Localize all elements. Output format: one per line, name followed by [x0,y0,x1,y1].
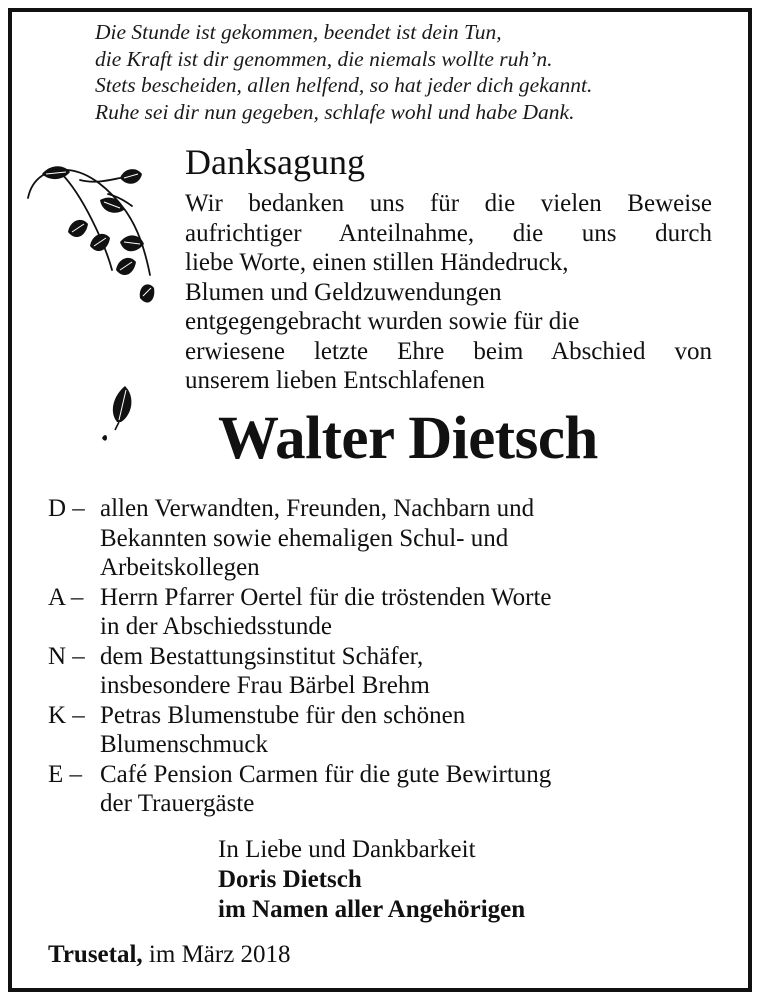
intro-line: unserem lieben Entschlafenen [185,367,485,394]
thanks-list [48,494,728,819]
intro-line: Blumen und Geldzuwendungen [185,278,502,306]
falling-leaf-icon [95,378,145,448]
thanks-letter: K – [48,701,85,729]
thanks-line: Herrn Pfarrer Oertel für die tröstenden Worte [100,583,552,611]
intro-line: erwiesene letzte Ehre beim Abschied von [185,337,712,365]
thanks-line: allen Verwandten, Freunden, Nachbarn und [100,495,535,522]
poem-line: Stets bescheiden, allen helfend, so hat jeder dich gekannt. [95,73,593,97]
thanks-item [48,494,728,583]
thanks-letter: D – [48,495,85,522]
date: im März 2018 [148,941,291,968]
intro-line: aufrichtiger Anteilnahme, die uns durch [185,219,712,247]
title: Danksagung [185,142,365,182]
thanks-line: dem Bestattungsinstitut Schäfer, [100,642,424,670]
thanks-line: in der Abschiedsstunde [100,613,332,640]
thanks-line: Petras Blumenstube für den schönen [100,701,466,729]
thanks-letter: N – [48,642,85,670]
thanks-line: Café Pension Carmen für die gute Bewirtung [100,760,552,788]
thanks-item [48,701,728,760]
thanks-line: Bekannten sowie ehemaligen Schul- und [100,524,509,552]
intro-paragraph [185,189,712,396]
place-name: Trusetal, [48,941,143,968]
signer-name: Doris Dietsch [218,866,362,893]
thanks-item [48,583,728,642]
place-date [48,940,291,970]
deceased-name: Walter Dietsch [218,405,598,472]
closing-block [218,835,525,925]
thanks-line: der Trauergäste [100,790,255,817]
poem-line: Ruhe sei dir nun gegeben, schlafe wohl und habe Dank. [95,99,575,124]
poem-line: Die Stunde ist gekommen, beendet ist dein Tun, [95,20,502,44]
thanks-line: Arbeitskollegen [100,554,260,581]
intro-line: entgegengebracht wurden sowie für die [185,308,580,335]
thanks-line: insbesondere Frau Bärbel Brehm [100,672,430,699]
intro-line: liebe Worte, einen stillen Händedruck, [185,249,569,276]
thanks-line: Blumenschmuck [100,731,269,758]
closing-line: In Liebe und Dankbarkeit [218,836,476,863]
thanks-letter: A – [48,583,84,611]
poem-line: die Kraft ist dir genommen, die niemals wollte ruh’n. [95,46,553,71]
intro-line: Wir bedanken uns für die vielen Beweise [185,190,712,217]
signer-note: im Namen aller Angehörigen [218,896,526,923]
thanks-item [48,642,728,701]
thanks-item [48,760,728,819]
poem [95,19,735,125]
birch-branch-icon [20,150,170,330]
thanks-letter: E – [48,760,83,788]
